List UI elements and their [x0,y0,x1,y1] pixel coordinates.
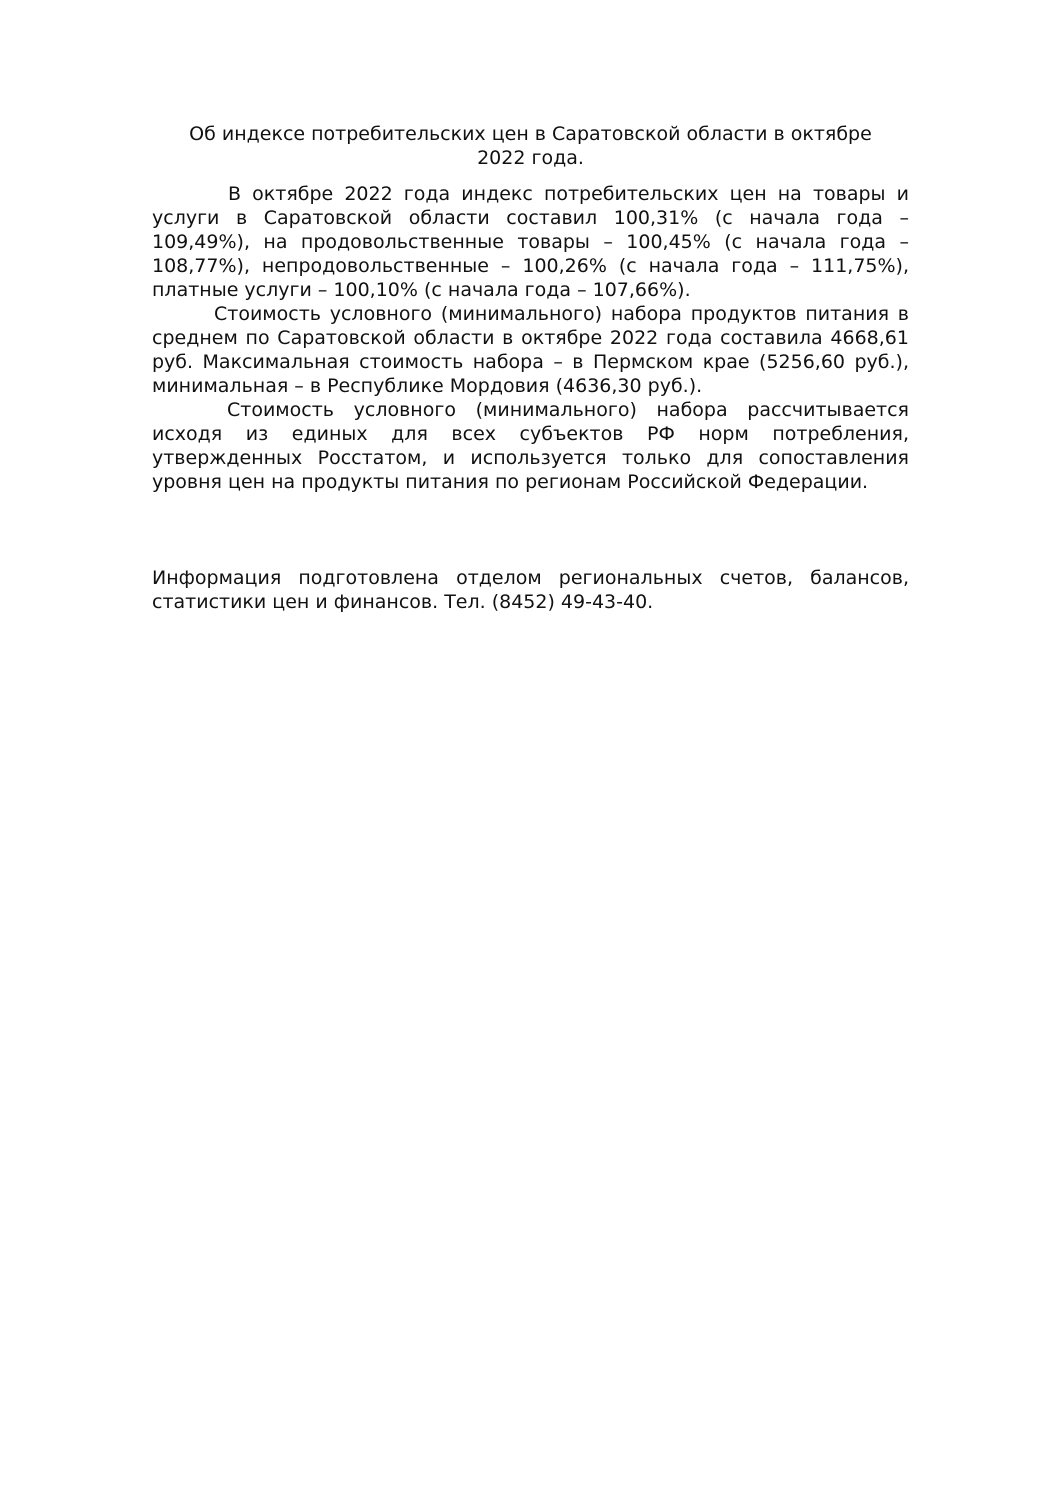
paragraph-food-basket-cost: Стоимость условного (минимального) набора продуктов питания в среднем по Саратовской области в октябре 2022 года составила 4668,61 руб. Максимальная стоимость набора – в Пермском крае (5256,60 руб.), минимальная – в Республике Мордовия (4636,30 руб.). [152,303,909,397]
paragraph-cpi: В октябре 2022 года индекс потребительских цен на товары и услуги в Саратовской области составил 100,31% (с начала года – 109,49%), на продовольственные товары – 100,45% (с начала года – 108,77%), непродовольственные – 100,26% (с начала года – 111,75%), платные услуги – 100,10% (с начала года – 107,66%). [152,183,909,301]
document-title: Об индексе потребительских цен в Саратовской области в октябре 2022 года. [189,123,872,169]
footer-contact-info: Информация подготовлена отделом региональных счетов, балансов, статистики цен и финансов. Тел. (8452) 49-43-40. [152,567,909,613]
document-body [152,122,909,614]
paragraph-methodology: Стоимость условного (минимального) набора рассчитывается исходя из единых для всех субъектов РФ норм потребления, утвержденных Росстатом, и используется только для сопоставления уровня цен на продукты питания по регионам Российской Федерации. [152,399,909,493]
